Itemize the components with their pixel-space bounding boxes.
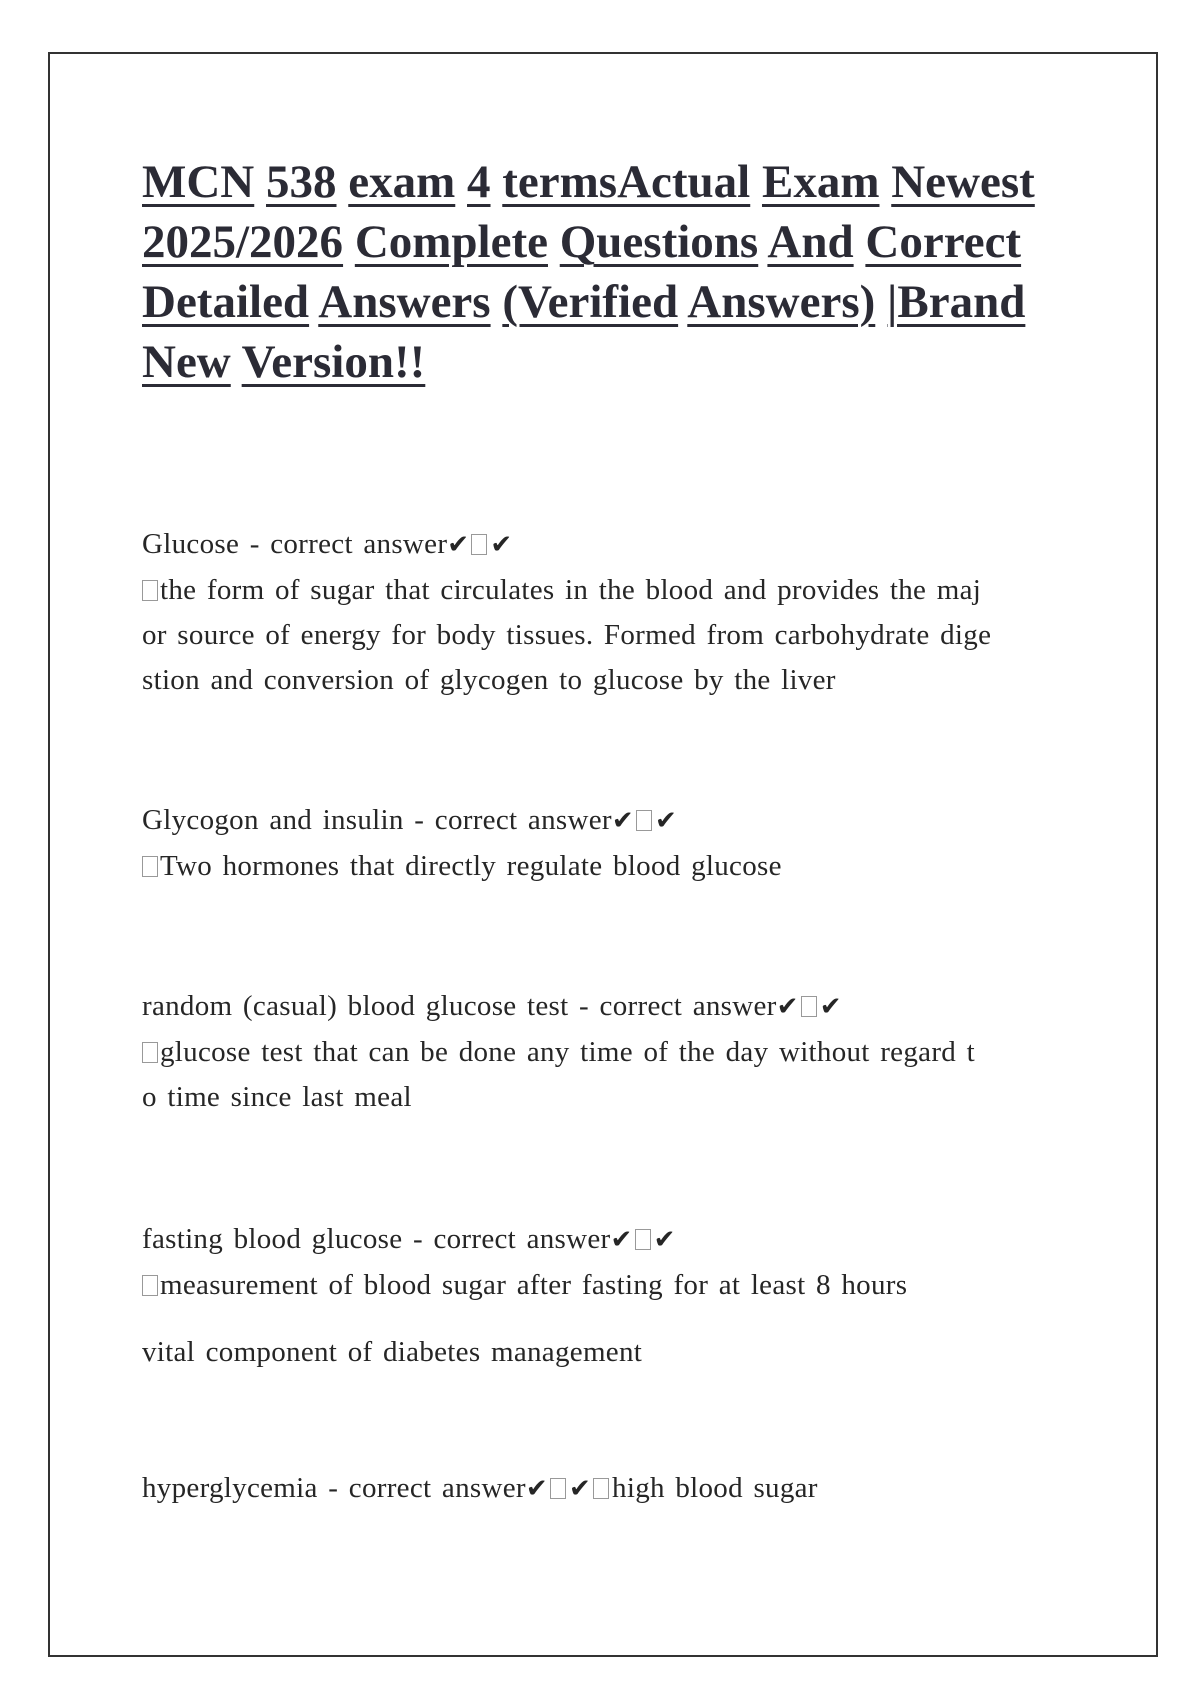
title-word: termsActual <box>502 156 751 208</box>
answer-suffix: - correct answer <box>328 1472 526 1504</box>
title-word: Version!! <box>241 336 426 388</box>
term: hyperglycemia <box>142 1472 318 1504</box>
title-word: 2025/2026 <box>142 216 344 268</box>
answer-suffix: - correct answer <box>412 1223 611 1255</box>
answer-suffix: - correct answer <box>579 990 777 1022</box>
missing-glyph-icon <box>142 1042 158 1063</box>
term: fasting blood glucose <box>142 1223 403 1255</box>
question-line <box>142 522 1067 568</box>
question-line <box>142 798 1067 844</box>
answer-text: glucose test that can be done any time of the day without regard t <box>160 1036 975 1068</box>
title-word: Complete <box>354 216 548 268</box>
answer-extra-line <box>142 1330 1067 1375</box>
answer-suffix: - correct answer <box>249 528 448 560</box>
answer-line <box>142 1075 1067 1120</box>
checkmark-icon: ✔ <box>525 1474 548 1504</box>
checkmark-icon: ✔ <box>610 1225 633 1255</box>
question-line <box>142 1466 1067 1512</box>
answer-text: vital component of diabetes management <box>142 1336 643 1368</box>
answer-line <box>142 658 1067 703</box>
missing-glyph-icon <box>142 580 158 601</box>
question-line <box>142 1217 1067 1263</box>
title-word: Newest <box>891 156 1035 208</box>
qa-entry-glycogon-insulin <box>142 798 1067 889</box>
missing-glyph-icon <box>636 810 652 831</box>
checkmark-icon: ✔ <box>654 806 678 836</box>
answer-text: measurement of blood sugar after fasting for at least 8 hours <box>160 1269 908 1301</box>
title-word: And <box>767 216 854 268</box>
title-word: Questions <box>559 216 759 268</box>
term: Glucose <box>142 528 240 560</box>
missing-glyph-icon <box>550 1478 566 1499</box>
title-word: Correct <box>865 216 1022 268</box>
checkmark-icon: ✔ <box>447 530 470 560</box>
missing-glyph-icon <box>142 1275 158 1296</box>
title-word: exam <box>348 156 456 208</box>
answer-text: Two hormones that directly regulate blood glucose <box>160 850 782 882</box>
answer-text: stion and conversion of glycogen to glucose by the liver <box>142 664 836 696</box>
title-word: Detailed <box>142 276 310 328</box>
term: random (casual) blood glucose test <box>142 990 569 1022</box>
document-title <box>142 152 1082 392</box>
answer-text: o time since last meal <box>142 1081 412 1113</box>
title-word: (Verified <box>502 276 679 328</box>
answer-text: the form of sugar that circulates in the blood and provides the maj <box>160 574 982 606</box>
checkmark-icon: ✔ <box>776 992 799 1022</box>
missing-glyph-icon <box>801 996 817 1017</box>
qa-entry-glucose <box>142 522 1067 703</box>
qa-entry-random-glucose-test <box>142 984 1067 1120</box>
missing-glyph-icon <box>142 856 158 877</box>
title-word: |Brand <box>887 276 1026 328</box>
missing-glyph-icon <box>471 534 487 555</box>
title-word: New <box>142 336 231 388</box>
missing-glyph-icon <box>635 1229 651 1250</box>
answer-text: or source of energy for body tissues. Formed from carbohydrate dige <box>142 619 992 651</box>
answer-text: high blood sugar <box>612 1472 818 1504</box>
answer-line <box>142 1030 1067 1075</box>
checkmark-icon: ✔ <box>490 530 513 560</box>
answer-line <box>142 568 1067 613</box>
answer-suffix: - correct answer <box>414 804 612 836</box>
qa-entry-hyperglycemia <box>142 1466 1067 1512</box>
answer-line <box>142 613 1067 658</box>
checkmark-icon: ✔ <box>819 992 842 1022</box>
title-word: Exam <box>761 156 880 208</box>
title-word: Answers) <box>687 276 876 328</box>
checkmark-icon: ✔ <box>568 1474 592 1504</box>
question-line <box>142 984 1067 1030</box>
title-word: 4 <box>467 156 491 208</box>
title-word: 538 <box>266 156 337 208</box>
qa-entry-fasting-glucose <box>142 1217 1067 1375</box>
title-word: MCN <box>142 156 255 208</box>
answer-line <box>142 844 1067 889</box>
checkmark-icon: ✔ <box>653 1225 676 1255</box>
term: Glycogon and insulin <box>142 804 404 836</box>
checkmark-icon: ✔ <box>611 806 634 836</box>
answer-line <box>142 1263 1067 1308</box>
title-word: Answers <box>318 276 491 328</box>
missing-glyph-icon <box>593 1478 609 1499</box>
